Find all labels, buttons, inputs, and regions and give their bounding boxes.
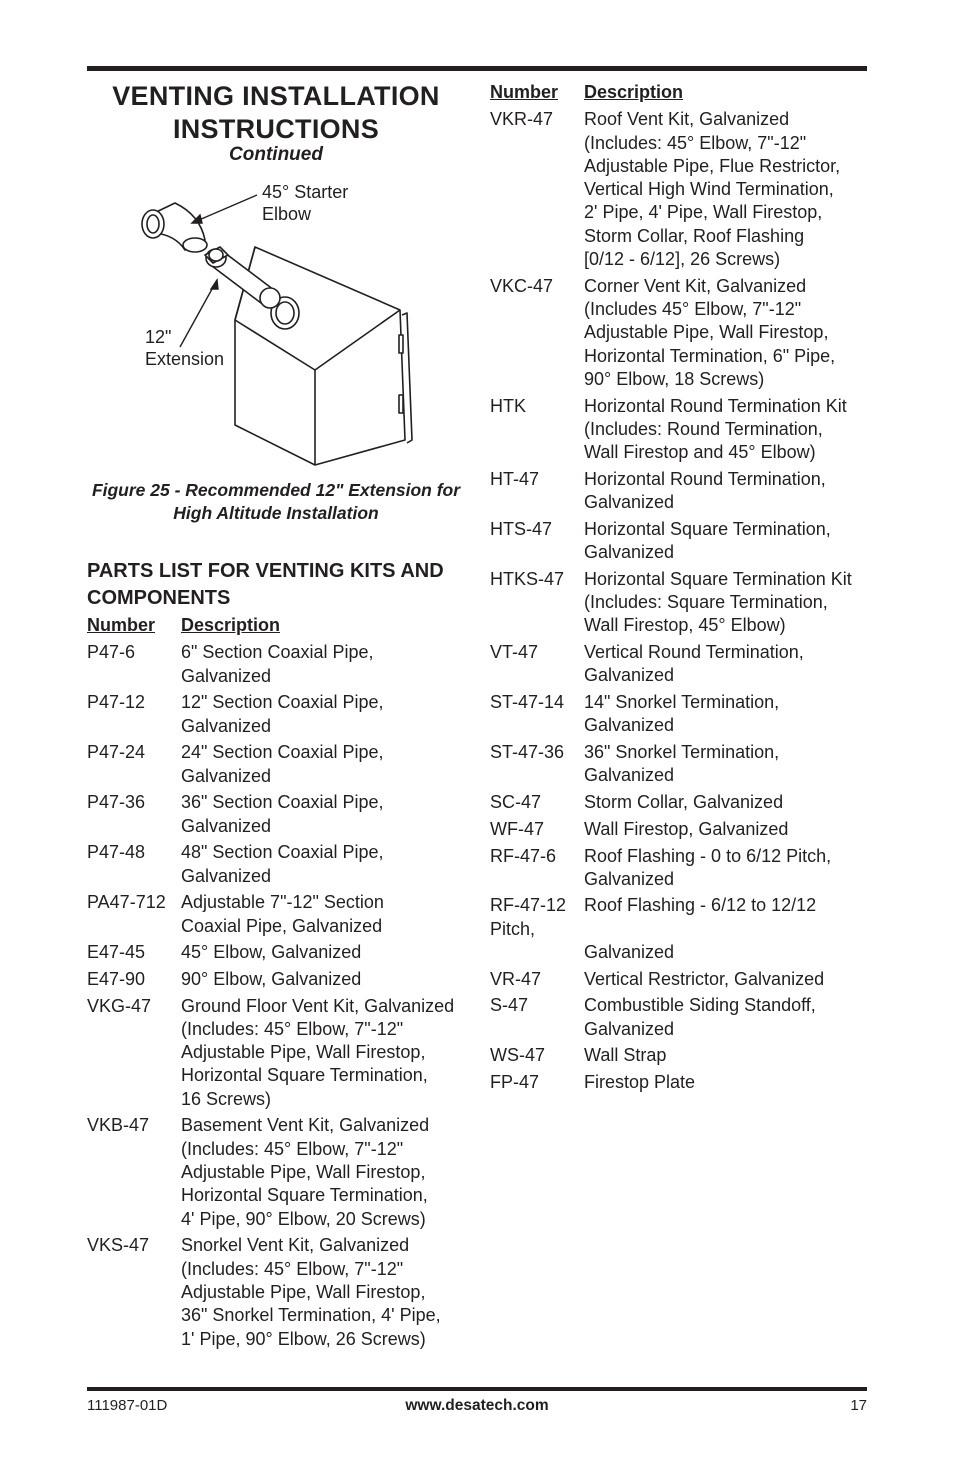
label-starter-elbow: 45° Starter Elbow	[262, 182, 349, 224]
part-number: HTKS-47	[490, 568, 565, 589]
part-number: VKG-47	[87, 995, 152, 1016]
table-header	[490, 81, 870, 104]
table-row	[490, 641, 870, 688]
table-row	[490, 845, 870, 892]
part-number: VR-47	[490, 968, 542, 989]
page-title: VENTING INSTALLATION INSTRUCTIONS	[112, 81, 440, 144]
part-number: VKC-47	[490, 275, 554, 296]
part-description: 90° Elbow, Galvanized	[181, 968, 362, 989]
part-description: Roof Flashing - 6/12 to 12/12 Galvanized	[584, 895, 817, 963]
table-row	[490, 691, 870, 738]
part-number: FP-47	[490, 1072, 540, 1093]
table-row	[490, 894, 870, 964]
part-number: VKR-47	[490, 109, 554, 130]
doc-number: 111987-01D	[87, 1397, 168, 1414]
table-row	[490, 568, 870, 638]
part-number: P47-6	[87, 642, 136, 663]
part-number: PA47-712	[87, 892, 166, 913]
part-number: RF-47-12 Pitch,	[490, 895, 567, 939]
part-number: HTS-47	[490, 518, 553, 539]
table-row	[490, 968, 870, 991]
part-description: 48" Section Coaxial Pipe, Galvanized	[181, 842, 384, 886]
figure-caption: Figure 25 - Recommended 12" Extension for High Altitude Installation	[91, 480, 461, 523]
part-description: Roof Flashing - 0 to 6/12 Pitch, Galvanized	[584, 845, 832, 889]
table-row	[87, 741, 467, 788]
table-row	[490, 1044, 870, 1067]
col-description-header: Description	[584, 82, 684, 102]
top-rule	[87, 66, 867, 71]
bottom-rule	[87, 1387, 867, 1391]
part-description: Corner Vent Kit, Galvanized (Includes 45° Elbow, 7"-12" Adjustable Pipe, Wall Firestop, Horizontal Termination, 6" Pipe, 90° Elbow, 18 Screws)	[584, 275, 836, 389]
table-row	[490, 994, 870, 1041]
table-row	[87, 691, 467, 738]
part-description: Snorkel Vent Kit, Galvanized (Includes: 45° Elbow, 7"-12" Adjustable Pipe, Wall Firestop, 36" Snorkel Termination, 4' Pipe, 1' Pipe, 90° Elbow, 26 Screws)	[181, 1235, 441, 1349]
part-description: Horizontal Round Termination Kit (Includes: Round Termination, Wall Firestop and 45° Elbow)	[584, 395, 847, 463]
part-number: HTK	[490, 395, 526, 416]
part-number: P47-48	[87, 842, 146, 863]
col-number-header: Number	[490, 82, 559, 102]
parts-table-right	[490, 81, 870, 1098]
part-description: 36" Snorkel Termination, Galvanized	[584, 742, 780, 786]
part-description: 24" Section Coaxial Pipe, Galvanized	[181, 742, 384, 786]
part-description: Vertical Round Termination, Galvanized	[584, 642, 804, 686]
part-number: VKB-47	[87, 1115, 150, 1136]
table-row	[87, 791, 467, 838]
part-description: Ground Floor Vent Kit, Galvanized (Includes: 45° Elbow, 7"-12" Adjustable Pipe, Wall Firestop, Horizontal Square Termination, 16 Screws)	[181, 995, 455, 1109]
page-number: 17	[850, 1397, 867, 1414]
table-row	[87, 941, 467, 964]
part-number: WS-47	[490, 1045, 546, 1066]
parts-list-heading: PARTS LIST FOR VENTING KITS AND COMPONENTS	[87, 560, 444, 609]
table-row	[87, 968, 467, 991]
part-description: Basement Vent Kit, Galvanized (Includes: 45° Elbow, 7"-12" Adjustable Pipe, Wall Firestop, Horizontal Square Termination, 4' Pipe, 90° Elbow, 20 Screws)	[181, 1115, 430, 1229]
part-description: Storm Collar, Galvanized	[584, 792, 784, 813]
table-row	[490, 818, 870, 841]
part-description: 45° Elbow, Galvanized	[181, 942, 362, 963]
part-number: HT-47	[490, 468, 540, 489]
part-number: E47-45	[87, 942, 146, 963]
part-number: VT-47	[490, 642, 539, 663]
table-row	[87, 1234, 467, 1350]
table-row	[490, 741, 870, 788]
website-link[interactable]: www.desatech.com	[405, 1397, 549, 1414]
part-number: RF-47-6	[490, 845, 557, 866]
part-number: P47-12	[87, 692, 146, 713]
part-description: 12" Section Coaxial Pipe, Galvanized	[181, 692, 384, 736]
table-row	[87, 641, 467, 688]
part-number: P47-36	[87, 792, 146, 813]
part-description: Combustible Siding Standoff, Galvanized	[584, 995, 816, 1039]
parts-table-left	[87, 614, 467, 1354]
table-row	[490, 275, 870, 391]
part-number: P47-24	[87, 742, 146, 763]
part-number: VKS-47	[87, 1235, 150, 1256]
table-row	[87, 1114, 467, 1230]
part-description: 6" Section Coaxial Pipe, Galvanized	[181, 642, 374, 686]
table-header	[87, 614, 467, 637]
part-number: SC-47	[490, 792, 542, 813]
table-row	[87, 891, 467, 938]
page-subtitle: Continued	[229, 144, 323, 165]
part-number: S-47	[490, 995, 529, 1016]
table-row	[490, 108, 870, 271]
table-row	[87, 841, 467, 888]
part-description: Horizontal Square Termination, Galvanized	[584, 518, 831, 563]
col-description-header: Description	[181, 615, 281, 635]
part-description: Horizontal Square Termination Kit (Includes: Square Termination, Wall Firestop, 45° Elbow)	[584, 568, 852, 636]
col-number-header: Number	[87, 615, 156, 635]
part-number: ST-47-14	[490, 692, 565, 713]
part-number: WF-47	[490, 818, 544, 839]
table-row	[490, 791, 870, 814]
part-description: Adjustable 7"-12" Section Coaxial Pipe, Galvanized	[181, 892, 384, 936]
part-description: Vertical Restrictor, Galvanized	[584, 968, 825, 989]
part-number: E47-90	[87, 968, 146, 989]
table-row	[87, 995, 467, 1111]
part-description: Wall Firestop, Galvanized	[584, 818, 789, 839]
table-row	[490, 468, 870, 515]
part-description: Roof Vent Kit, Galvanized (Includes: 45° Elbow, 7"-12" Adjustable Pipe, Flue Restrictor, Vertical High Wind Termination, 2' Pipe, 4' Pipe, Wall Firestop, Storm Collar, Roof Flashing [0/12 - 6/12], 26 Screws)	[584, 109, 841, 270]
part-description: Horizontal Round Termination, Galvanized	[584, 468, 826, 513]
part-description: 36" Section Coaxial Pipe, Galvanized	[181, 792, 384, 836]
table-row	[490, 395, 870, 465]
table-row	[490, 518, 870, 565]
part-description: 14" Snorkel Termination, Galvanized	[584, 692, 780, 736]
part-description: Firestop Plate	[584, 1072, 696, 1093]
table-row	[490, 1071, 870, 1094]
label-extension: 12" Extension	[145, 327, 225, 369]
part-description: Wall Strap	[584, 1045, 667, 1066]
part-number: ST-47-36	[490, 742, 565, 763]
